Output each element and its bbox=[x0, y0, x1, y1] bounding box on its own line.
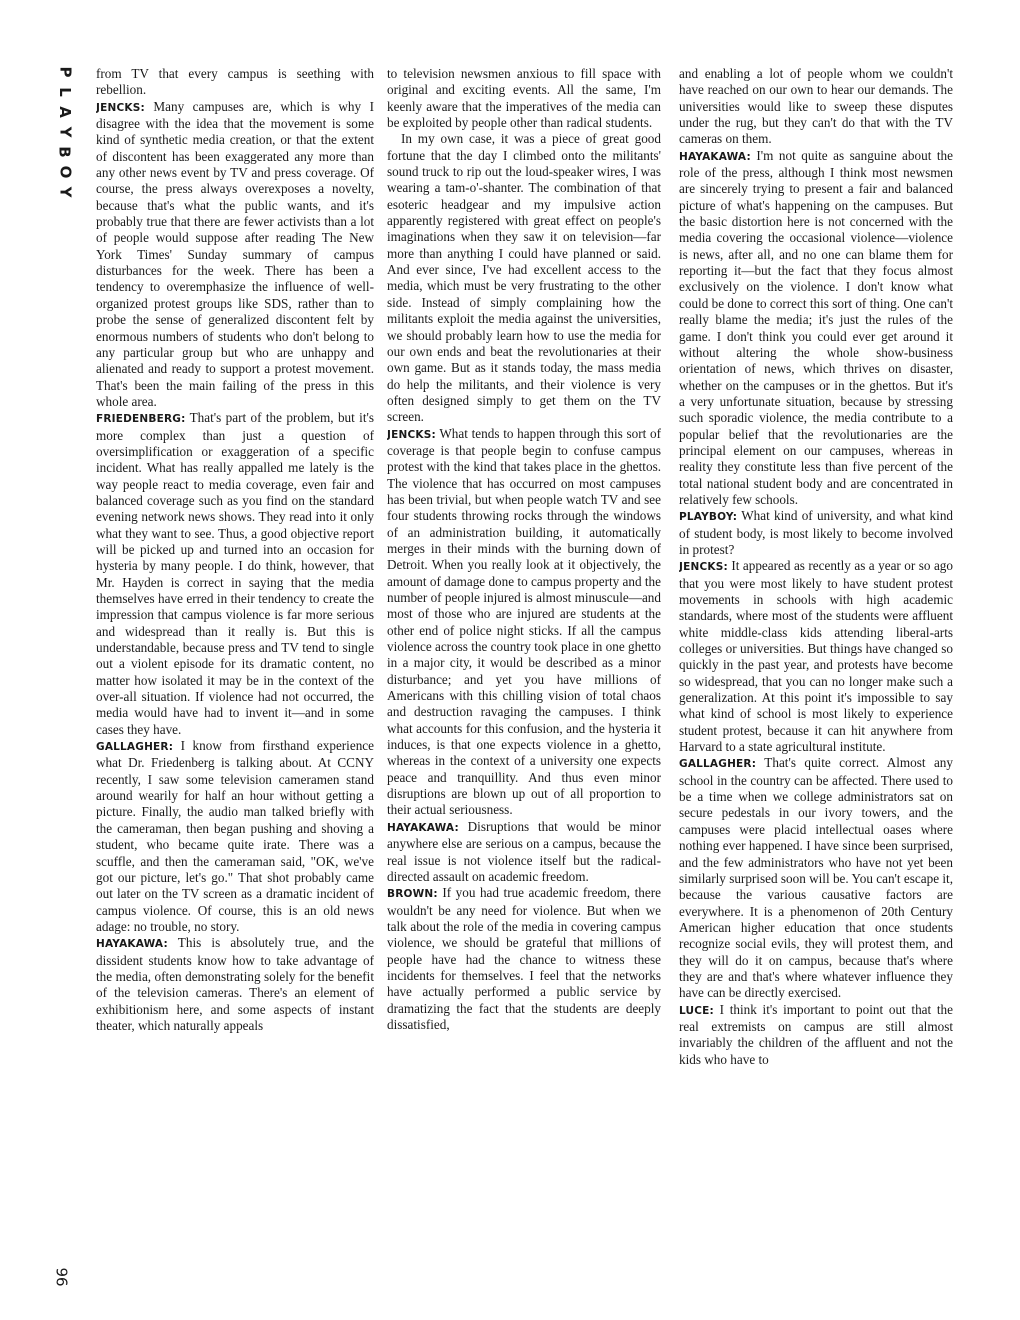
speaker-label: HAYAKAWA: bbox=[96, 938, 168, 951]
masthead-playboy bbox=[55, 64, 75, 200]
paragraph-text: This is absolutely true, and the dissident students know how to take advantage of the media, often demonstrating solely for the benefit of the television cameras. There's an element of exhibitionism here, and some aspects of instant theater, which naturally appeals bbox=[96, 935, 374, 1033]
paragraph bbox=[387, 885, 661, 1033]
paragraph-text: to television newsmen anxious to fill space with original and exciting events. All the same, I'm keenly aware that the imperatives of the media can be exploited by people other than radical students. bbox=[387, 66, 661, 131]
paragraph bbox=[387, 426, 661, 819]
paragraph-text: That's quite correct. Almost any school in the country can be affected. There used to be a time when we college administrators sat on secure pedestals in our ivory towers, and the campuses were placid intellectual oases where nothing ever happened. I have since been surprised, and the few administrators who have not yet been similarly surprised soon will be. You can't escape it, because the various causative factors are everywhere. It is a phenomenon of 20th Century American higher education that once students recognize social evils, they will protest them, and they will do it on campus, because that's where they are and that's where whatever influence they have can be directly exercised. bbox=[679, 755, 953, 1001]
masthead-letter: B bbox=[56, 146, 74, 158]
masthead-letter: A bbox=[55, 106, 74, 118]
paragraph-text: What tends to happen through this sort of coverage is that people begin to confuse campus protest with the kind that takes place in the ghettos. The violence that has occurred on most campuses has been trivial, but when people watch TV and see four students throwing rocks through the windows of an administration building, it automatically merges in their minds with the burning down of Detroit. When you really look at it objectively, the amount of damage done to campus property and the number of people injured is almost minuscule—and most of those who are injured are students at the other end of police night sticks. If all the campus violence across the country took place in one ghetto in a major city, it would be described as a minor disturbance; and yet you have millions of Americans with this chilling vision of total chaos and destruction ravaging the campuses. I think what accounts for this confusion, and the hysteria it induces, is that one expects violence in a ghetto, whereas in the context of a university one expects peace and tranquillity. And thus even minor disruptions are blown up out of all proportion to their actual seriousness. bbox=[387, 425, 661, 818]
masthead-letter: L bbox=[56, 87, 74, 97]
paragraph bbox=[679, 148, 953, 509]
speaker-label: HAYAKAWA: bbox=[387, 821, 459, 834]
speaker-label: FRIEDENBERG: bbox=[96, 413, 186, 426]
speaker-label: BROWN: bbox=[387, 888, 438, 901]
paragraph bbox=[96, 410, 374, 738]
paragraph-text: Many campuses are, which is why I disagree with the idea that the movement is some kind of synthetic media creation, or that the extent of discontent has been exaggerated any more than any other news event by TV and press coverage. Of course, the press always overexposes a novelty, because that's what the public wants, and it's probably true that there are fewer activists than a lot of people would suppose after reading The New York Times' Sunday summary of campus disturbances for the week. There has been a tendency to overemphasize the influence of well-organized protest groups like SDS, rather than to probe the sense of generalized discontent felt by enormous numbers of students who don't belong to any particular group but who are unhappy and alienated and ready to support a protest movement. That's been the main failing of the press in this whole area. bbox=[96, 98, 374, 409]
speaker-label: JENCKS: bbox=[679, 561, 728, 574]
paragraph-text: from TV that every campus is seething with rebellion. bbox=[96, 66, 374, 98]
speaker-label: JENCKS: bbox=[96, 101, 145, 114]
paragraph bbox=[96, 99, 374, 411]
masthead-letter: Y bbox=[56, 126, 74, 138]
paragraph bbox=[679, 66, 953, 148]
paragraph-text: What kind of university, and what kind of student body, is most likely to become involved in protest? bbox=[679, 508, 953, 557]
paragraph-text: If you had true academic freedom, there wouldn't be any need for violence. But when we talk about the role of the media in covering campus violence, we should be grateful that millions of people have had the chance to witness these incidents for themselves. I feel that the networks have actually performed a public service by dramatizing the fact that the students are deeply dissatisfied, bbox=[387, 885, 661, 1032]
paragraph bbox=[96, 738, 374, 935]
paragraph-text: I know from firsthand experience what Dr. Friedenberg is talking about. At CCNY recently, I saw some television cameramen stand around wearily for half an hour without getting a picture. Finally, the audio man talked briefly with the cameraman, then began pushing and shoving a student, who became quite irate. There was a scuffle, and then the cameraman said, "OK, we've got our picture, let's go." That shot probably came out later on the TV screen as a dramatic incident of campus violence. Of course, this is an old news adage: no trouble, no story. bbox=[96, 738, 374, 934]
paragraph bbox=[387, 66, 661, 131]
text-column-2 bbox=[387, 66, 661, 1286]
paragraph-text: I'm not quite as sanguine about the role of the press, although I think most newsmen are sincerely trying to present a fair and balanced picture of what's happening on the campuses. But the basic distortion here is not concerned with the media covering the occasional violence—violence is news, after all, and no one can blame them for reporting it—but the fact that they focus almost exclusively on the violence. I don't know what could be done to correct this sort of thing. One can't really blame the media; it's just the rules of the game. I don't think you could ever get around it without altering the whole show-business orientation of news, which thrives on disaster, whether on the campuses or in the ghettos. But it's a very unfortunate situation, because by stressing such sporadic violence, the media contribute to a popular belief that the revolutionaries are the principal element on our campuses, whereas in reality they constitute less than five percent of the total national student body and are concentrated in relatively few schools. bbox=[679, 147, 953, 507]
paragraph-text: Disruptions that would be minor anywhere else are serious on a campus, because the real issue is not violence itself but the radical-directed assault on academic freedom. bbox=[387, 818, 661, 884]
paragraph bbox=[679, 1002, 953, 1068]
paragraph bbox=[679, 558, 953, 755]
speaker-label: LUCE: bbox=[679, 1004, 714, 1017]
paragraph-text: That's part of the problem, but it's more complex than just a question of oversimplification or exaggeration of a specific incident. What has really appalled me lately is the way people react to media coverage, even fair and balanced coverage such as you find on the standard evening network news shows. They read into it only what they want to see. Thus, a good objective report will be picked up and turned into an occasion for hysteria by many people. I do think, however, that Mr. Hayden is correct in saying that the media themselves have erred in their tendency to create the impression that campus violence is far more serious and widespread than it really is. But this is understandable, because press and TV tend to single out a violent episode for its dramatic content, no matter how isolated it may be in the context of the over-all situation. If violence had not occurred, the media would have had to invent it—and in some cases they have. bbox=[96, 410, 374, 737]
paragraph-text: In my own case, it was a piece of great good fortune that the day I climbed onto the militants' sound truck to rip out the loud-speaker wires, I was wearing a tam-o'-shanter. The combination of that esoteric headgear and my impulsive action apparently registered with great effect on people's imaginations when they saw it on television—far more than anything I could have planned or said. And ever since, I've had excellent access to the media, which must be very frustrating to the other side. Instead of simply complaining how the militants exploit the media against the universities, we should probably learn how to use the media for our own ends and beat the revolutionaries at their own game. But as it stands today, the mass media do help the militants, and their violence is very often designed simply to get them on the TV screen. bbox=[387, 131, 661, 425]
text-column-3 bbox=[679, 66, 953, 1286]
page-number: 96 bbox=[52, 1267, 71, 1287]
paragraph bbox=[679, 508, 953, 558]
paragraph bbox=[679, 755, 953, 1001]
speaker-label: PLAYBOY: bbox=[679, 511, 738, 524]
speaker-label: HAYAKAWA: bbox=[679, 150, 751, 163]
masthead-letter: P bbox=[56, 66, 74, 78]
masthead-letter: Y bbox=[56, 186, 74, 198]
paragraph bbox=[387, 131, 661, 425]
paragraph bbox=[96, 66, 374, 99]
masthead-letter: O bbox=[55, 165, 74, 179]
text-column-1 bbox=[96, 66, 374, 1286]
paragraph-text: and enabling a lot of people whom we couldn't have reached on our own to hear our demands. The universities would like to sweep these disputes under the rug, but they can't do that with the TV cameras on them. bbox=[679, 66, 953, 147]
speaker-label: GALLAGHER: bbox=[96, 741, 174, 754]
paragraph-text: It appeared as recently as a year or so ago that you were most likely to have student protest movements in schools with high academic standards, where most of the students were affluent white middle-class kids attending liberal-arts colleges or universities. But things have changed so quickly in the past year, and protests have become so widespread, that you can no longer make such a generalization. At this point it's impossible to say what kind of school is most likely to experience student protest, because it can hit anywhere from Harvard to a state agricultural institute. bbox=[679, 558, 953, 755]
paragraph bbox=[96, 935, 374, 1034]
speaker-label: GALLAGHER: bbox=[679, 758, 757, 771]
speaker-label: JENCKS: bbox=[387, 428, 436, 441]
paragraph-text: I think it's important to point out that the real extremists on campus are still almost invariably the children of the affluent and not the kids who have to bbox=[679, 1001, 953, 1067]
paragraph bbox=[387, 819, 661, 885]
